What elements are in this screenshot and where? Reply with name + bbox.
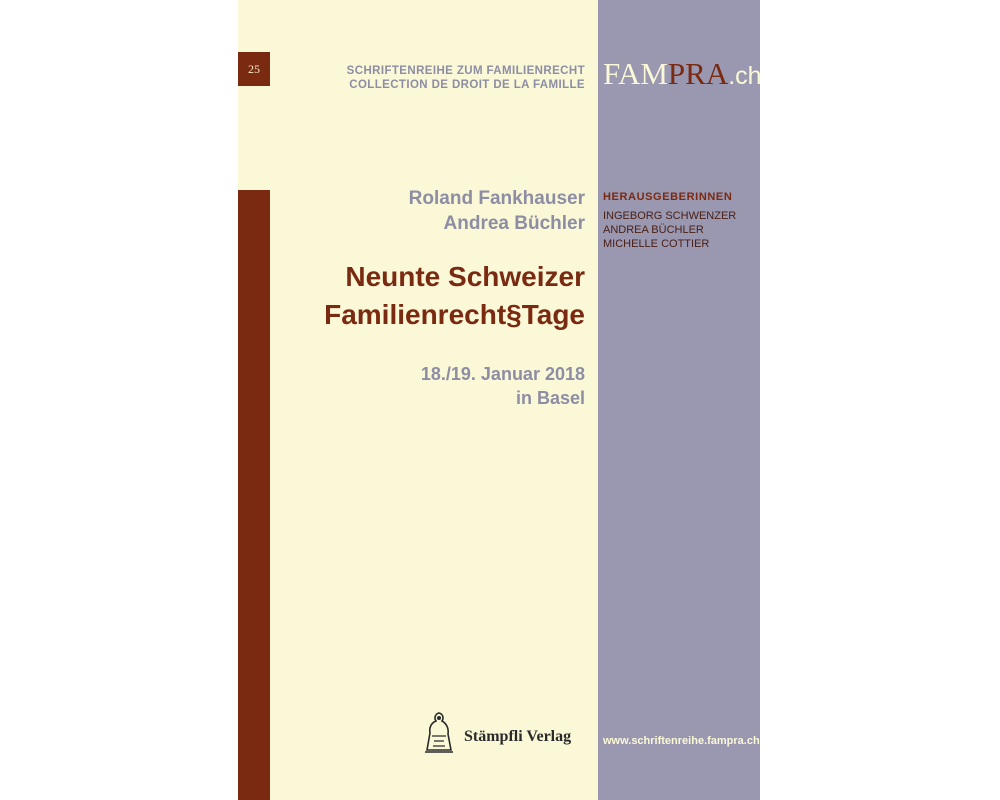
editor-name: INGEBORG SCHWENZER [603, 210, 737, 222]
book-title-line: Familienrecht§Tage [324, 299, 585, 330]
book-title-line: Neunte Schweizer [345, 261, 585, 292]
editor-name: MICHELLE COTTIER [603, 238, 710, 250]
series-title [347, 64, 585, 92]
author-list [409, 186, 585, 236]
logo-part-ch: .ch [728, 62, 762, 90]
publisher-imprint [422, 710, 587, 754]
volume-number-badge: 25 [238, 52, 270, 86]
spine-accent-bar [238, 190, 270, 800]
editors-heading: HERAUSGEBERINNEN [603, 191, 733, 203]
event-location: in Basel [515, 388, 585, 408]
editor-name: ANDREA BÜCHLER [603, 224, 704, 236]
logo-part-fam: FAM [603, 56, 668, 91]
logo-part-pra: PRA [667, 56, 729, 91]
editors-block [603, 190, 736, 251]
publisher-emblem-icon [422, 710, 456, 754]
author-name: Andrea Büchler [443, 213, 585, 234]
fampra-logo [603, 56, 762, 94]
author-name: Roland Fankhauser [408, 188, 585, 209]
series-title-fr: COLLECTION DE DROIT DE LA FAMILLE [349, 79, 585, 91]
publisher-name: Stämpfli Verlag [464, 728, 572, 745]
series-title-de: SCHRIFTENREIHE ZUM FAMILIENRECHT [346, 65, 585, 77]
book-title [324, 258, 585, 334]
series-website: www.schriftenreihe.fampra.ch [603, 735, 760, 747]
event-date: 18./19. Januar 2018 [420, 364, 585, 384]
editor-side-panel [598, 0, 760, 800]
event-details [421, 362, 585, 410]
